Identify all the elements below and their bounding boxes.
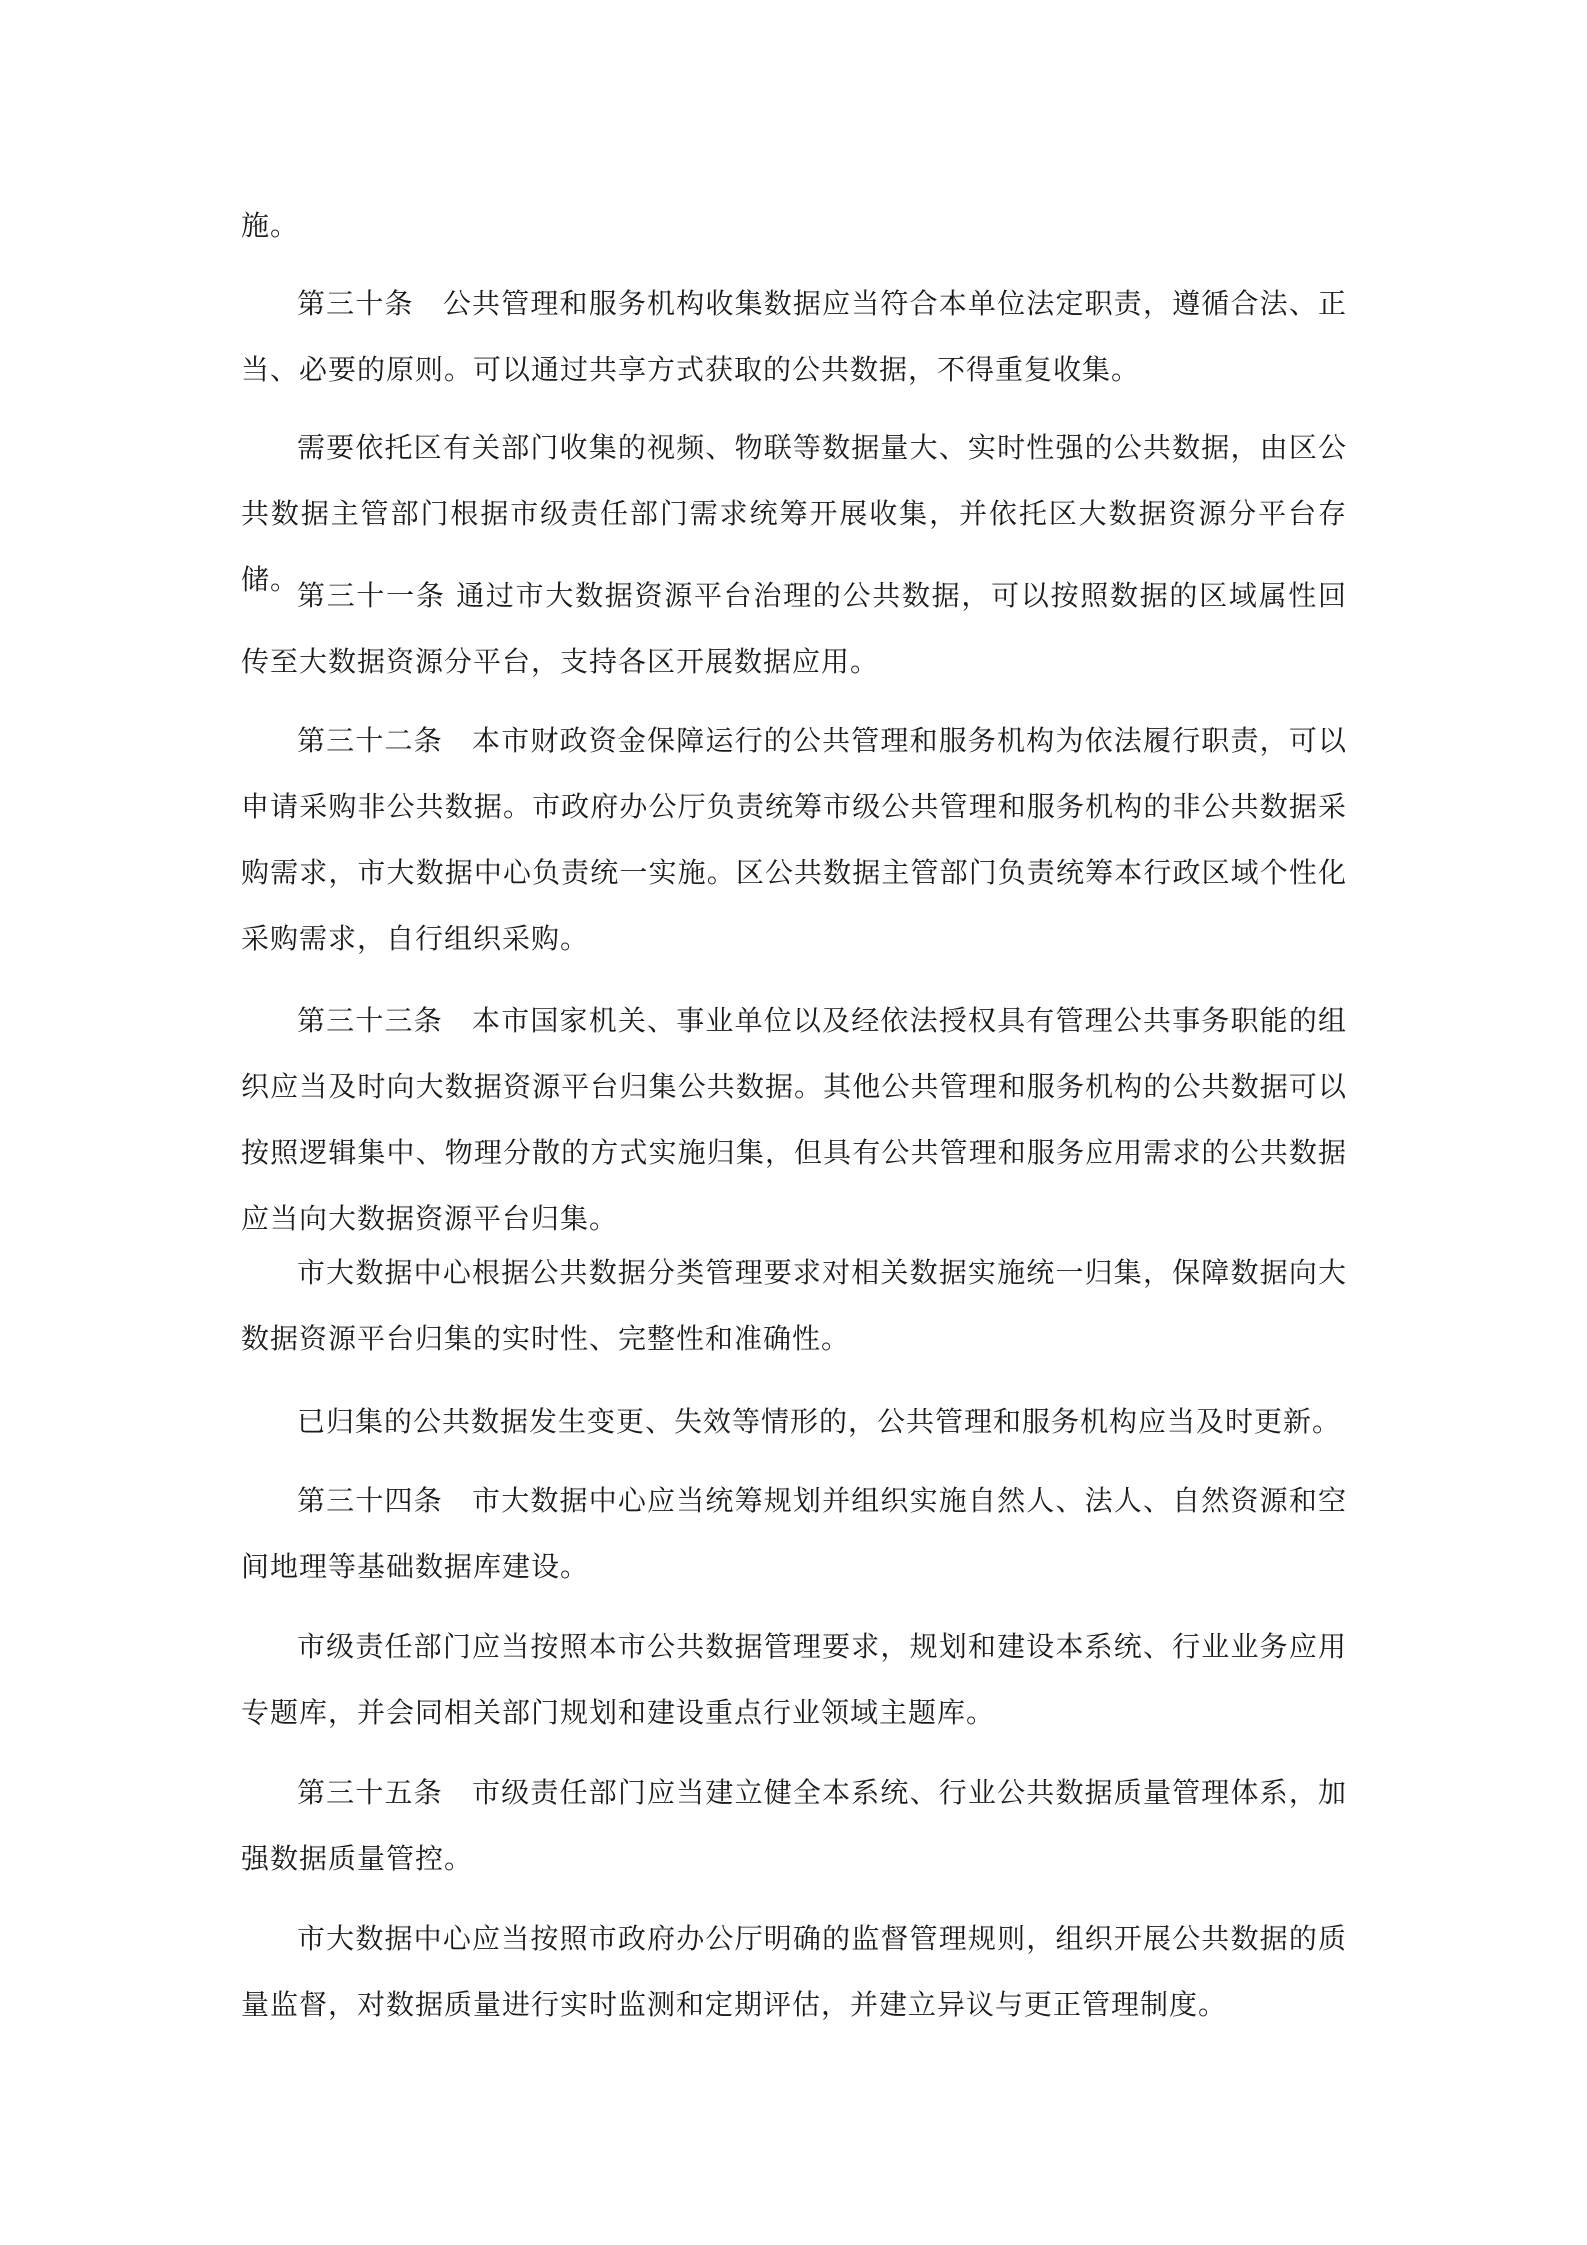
paragraph-article-35: 第三十五条 市级责任部门应当建立健全本系统、行业公共数据质量管理体系，加强数据质量管控。 (241, 1776, 1347, 1875)
paragraph-article-35-part-2: 市大数据中心应当按照市政府办公厅明确的监督管理规则，组织开展公共数据的质量监督，对数据质量进行实时监测和定期评估，并建立异议与更正管理制度。 (241, 1922, 1347, 2021)
paragraph-article-33-part-3: 已归集的公共数据发生变更、失效等情形的，公共管理和服务机构应当及时更新。 (297, 1405, 1342, 1438)
paragraph-continuation: 施。 (241, 209, 300, 242)
paragraph-article-34-part-2: 市级责任部门应当按照本市公共数据管理要求，规划和建设本系统、行业业务应用专题库，并会同相关部门规划和建设重点行业领域主题库。 (241, 1630, 1347, 1729)
paragraph-article-30: 第三十条 公共管理和服务机构收集数据应当符合本单位法定职责，遵循合法、正当、必要的原则。可以通过共享方式获取的公共数据，不得重复收集。 (241, 287, 1347, 386)
paragraph-article-33: 第三十三条 本市国家机关、事业单位以及经依法授权具有管理公共事务职能的组织应当及时向大数据资源平台归集公共数据。其他公共管理和服务机构的公共数据可以按照逻辑集中、物理分散的方式实施归集，但具有公共管理和服务应用需求的公共数据应当向大数据资源平台归集。 (241, 1004, 1347, 1235)
paragraph-article-33-part-2: 市大数据中心根据公共数据分类管理要求对相关数据实施统一归集，保障数据向大数据资源平台归集的实时性、完整性和准确性。 (241, 1256, 1347, 1355)
paragraph-article-34: 第三十四条 市大数据中心应当统筹规划并组织实施自然人、法人、自然资源和空间地理等基础数据库建设。 (241, 1484, 1347, 1583)
paragraph-article-31: 第三十一条 通过市大数据资源平台治理的公共数据，可以按照数据的区域属性回传至大数据资源分平台，支持各区开展数据应用。 (241, 579, 1347, 678)
paragraph-article-32: 第三十二条 本市财政资金保障运行的公共管理和服务机构为依法履行职责，可以申请采购非公共数据。市政府办公厅负责统筹市级公共管理和服务机构的非公共数据采购需求，市大数据中心负责统一实施。区公共数据主管部门负责统筹本行政区域个性化采购需求，自行组织采购。 (241, 724, 1347, 955)
paragraph-article-30-part-2: 需要依托区有关部门收集的视频、物联等数据量大、实时性强的公共数据，由区公共数据主管部门根据市级责任部门需求统筹开展收集，并依托区大数据资源分平台存储。 (241, 431, 1347, 596)
